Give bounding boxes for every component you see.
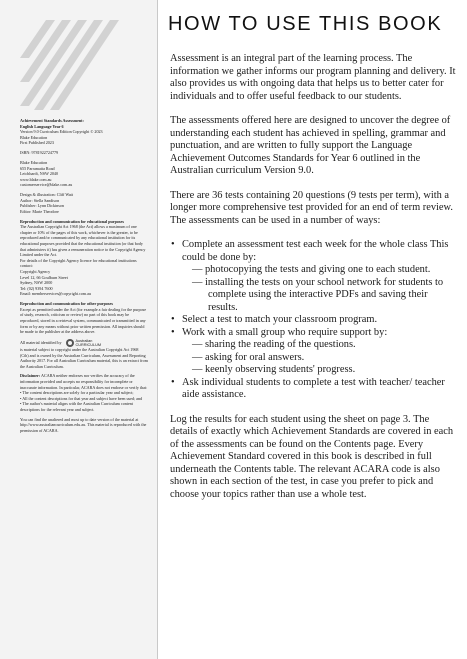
list-item — [170, 239, 458, 314]
copyright-small-print — [20, 118, 148, 438]
book-title: English Language Year 6 — [20, 123, 64, 129]
disclaimer-item: • The author's material aligns with the Australian Curriculum content descriptions for the relevant year and subject. — [20, 401, 133, 413]
disclaimer-item: • All the content descriptions for that year and subject have been used; and — [20, 395, 143, 401]
list-item: • Ask individual students to complete a test with teacher/ teacher aide assistance. — [170, 377, 458, 402]
usage-paragraph: There are 36 tests containing 20 questions (9 tests per term), with a longer more comprehensive test provided for an end of term review. The assessments can be used in a number of ways: — [170, 189, 453, 226]
title-area — [168, 14, 458, 34]
column-divider — [157, 0, 158, 659]
page-title: HOW TO USE THIS BOOK — [168, 13, 443, 35]
book-series-title: Achievement Standards Assessment: — [20, 118, 84, 123]
purpose-paragraph: The assessments offered here are designed to uncover the degree of understanding each student has achieved in spelling, grammar and punctuation, and are written to fully support the Language Achievement Outcomes Standards for Year 6 outlined in the Australian curriculum Version 9.0. — [170, 115, 451, 176]
closing-text: You can find the unaltered and most up to date version of the material at http://www.australiancurriculum.edu.au. This material is reproduced with the permission of ACARA. — [20, 416, 147, 433]
educational-heading: Reproduction and communication for educational purposes — [20, 218, 124, 224]
sub-list — [182, 339, 458, 377]
agency-phone: Tel: (02) 9394 7600 — [20, 285, 53, 291]
book-details — [20, 118, 148, 146]
disclaimer-text: ACARA neither endorses nor verifies the accuracy of the information provided and accepts no responsibility for incomplete or inaccurate information. In particular, ACARA does not endorse or verify that: — [20, 373, 148, 390]
educational-text: The Australian Copyright Act 1968 (the Act) allows a maximum of one chapter or 10% of the pages of this work, whichever is the greater, to be reproduced and/or communicated by any educational institution for its educational purposes provided that the educational institution (or that body that administers it) has given a remuneration notice to the Copyright Agency Limited under the Act. — [20, 224, 146, 258]
other-reproduction — [20, 301, 148, 335]
body-text — [170, 53, 458, 513]
credit-editor: Editor: Marie Theodore — [20, 208, 59, 214]
publisher-website: www.blake.com.au — [20, 176, 52, 182]
publisher-email: customerservice@blake.com.au — [20, 182, 73, 188]
agency-text: For details of the Copyright Agency licence for educational institutions contact: — [20, 257, 137, 269]
list-item: • Select a test to match your classroom program. — [170, 314, 458, 327]
agency-suburb: Sydney, NSW 2000 — [20, 280, 53, 286]
list-item-text: Work with a small group who require support by: — [182, 326, 388, 338]
other-text: Except as permitted under the Act (for example a fair dealing for the purpose of study, research, criticism or review) no part of this book may be reproduced, stored in a retrieval system, communicated or transmitted in any form or by any means without prior written permission. All inquiries should be made to the publisher at the address above. — [20, 306, 147, 335]
curriculum-logo-icon — [66, 339, 74, 347]
sub-list — [182, 264, 458, 314]
imprint-sidebar — [0, 0, 157, 659]
agency-street: Level 12, 66 Goulburn Street — [20, 274, 68, 280]
results-paragraph: Log the results for each student using the sheet on page 3. The details of exactly which Achievement Standards are covered in each of the assessments can be found on the Contents page. Every Achievement Standard covered in this book is described in full underneath the Contents table. The relevant ACARA code is also shown in each section of the test, in case you prefer to pick and choose your topics rather than use a whole test. — [170, 413, 454, 500]
credit-publisher: Publisher: Lynn Dickinson — [20, 203, 64, 209]
sub-list-item: — asking for oral answers. — [192, 351, 305, 363]
license-lead: All material identified by — [20, 340, 62, 346]
version-copyright: Version 9.0 Curriculum Edition Copyright © 2023 — [20, 129, 103, 135]
disclaimer — [20, 373, 148, 412]
sub-list-item: — installing the tests on your school network for students to complete using the interactive PDFs and saving their results. — [192, 276, 444, 313]
usage-list — [170, 239, 458, 402]
australian-curriculum-logo — [66, 339, 102, 347]
list-item — [170, 327, 458, 377]
educational-reproduction — [20, 219, 148, 297]
agency-email: Email: memberservices@copyright.com.au — [20, 291, 91, 297]
credit-design: Design & illustration: Cliff Watt — [20, 192, 73, 198]
copyright-holder: Blake Education — [20, 134, 48, 140]
isbn: ISBN: 9781922724779 — [20, 150, 59, 156]
publisher-street: 655 Parramatta Road — [20, 165, 55, 171]
agency-name: Copyright Agency — [20, 269, 51, 274]
publisher-suburb: Leichhardt, NSW 2040 — [20, 171, 59, 177]
credit-author: Author: Stella Sandison — [20, 197, 60, 203]
license-text: is material subject to copyright under the Australian Copyright Act 1968 (Cth) and is owned by the Australian Curriculum, Assessment and Reporting Authority 2017. For all Australian Curriculum material, this is an extract from the Australian Curriculum. — [20, 346, 148, 369]
other-heading: Reproduction and communication for other purposes — [20, 301, 113, 307]
publisher-address — [20, 160, 148, 188]
sub-list-item: — sharing the reading of the questions. — [192, 339, 356, 350]
sub-list-item: — keenly observing students' progress. — [192, 364, 356, 375]
disclaimer-item: • The content descriptions are solely for a particular year and subject; — [20, 390, 134, 396]
list-item-text: Complete an assessment test each week for the whole class This could be done by: — [182, 239, 449, 263]
sub-list-item: — photocopying the tests and giving one to each student. — [192, 264, 431, 275]
first-published: First Published 2023 — [20, 140, 54, 146]
license-line — [20, 339, 148, 347]
publisher-name: Blake Education — [20, 159, 48, 165]
disclaimer-label: Disclaimer: — [20, 373, 41, 379]
logo-line-1: Australian — [75, 338, 93, 343]
intro-paragraph: Assessment is an integral part of the learning process. The information we gather informs our program planning and delivery. It also provides us with ongoing data that helps us to better cater for individuals and to offer useful feedback to our students. — [170, 53, 456, 102]
curriculum-logo-text — [76, 339, 102, 347]
diagonal-stripe-decoration — [0, 0, 157, 120]
credits — [20, 192, 148, 214]
logo-line-2: CURRICULUM — [75, 342, 102, 347]
